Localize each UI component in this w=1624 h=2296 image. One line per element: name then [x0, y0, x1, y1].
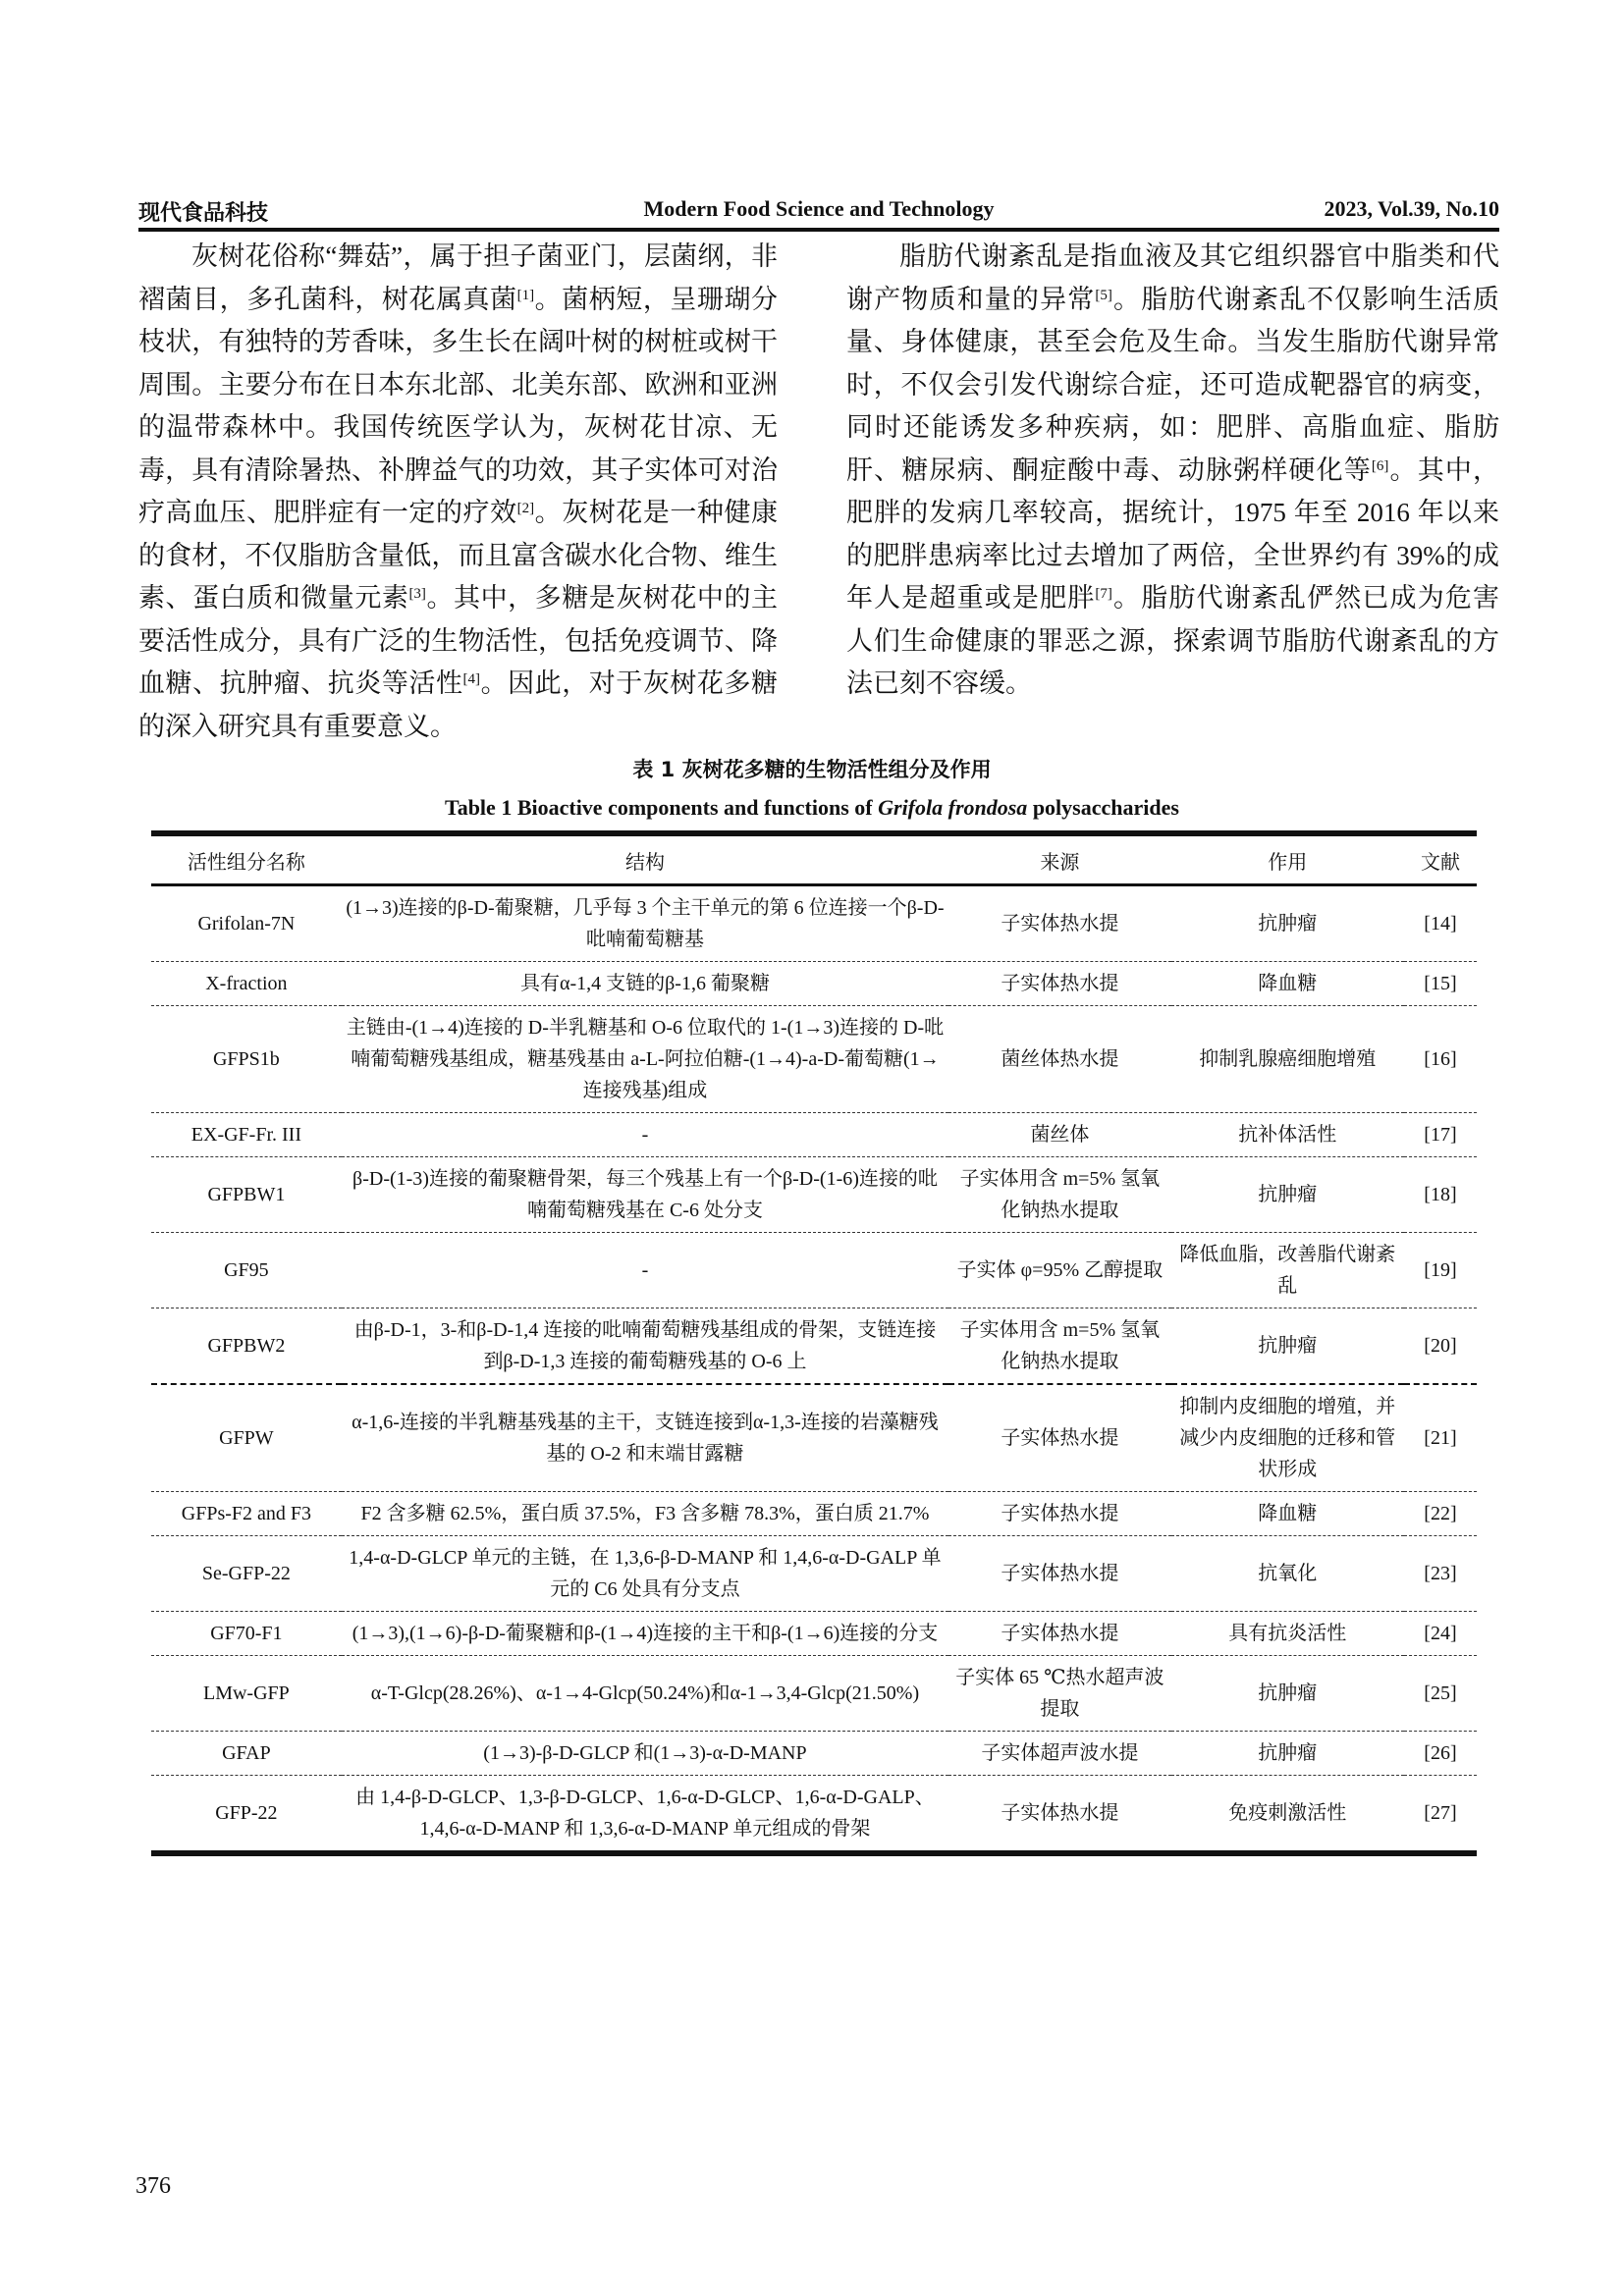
caption-en-text: Table 1 Bioactive components and functions of: [445, 795, 879, 820]
cell-reference: [21]: [1404, 1384, 1477, 1492]
citation-ref[interactable]: [4]: [462, 671, 481, 687]
cell-function: 具有抗炎活性: [1171, 1612, 1404, 1656]
lipid-paragraph: [846, 236, 1499, 706]
cell-structure: -: [342, 1113, 948, 1157]
table-row: [151, 962, 1477, 1006]
cell-function: 免疫刺激活性: [1171, 1776, 1404, 1854]
cell-source: 子实体热水提: [948, 1492, 1170, 1536]
table-row: [151, 1536, 1477, 1612]
cell-function: 降低血脂，改善脂代谢紊乱: [1171, 1233, 1404, 1308]
cell-structure: 主链由-(1→4)连接的 D-半乳糖基和 O-6 位取代的 1-(1→3)连接的 D-吡喃葡萄糖残基组成，糖基残基由 a-L-阿拉伯糖-(1→4)-a-D-葡萄糖(1→连接残基)组成: [342, 1006, 948, 1113]
right-column: [846, 236, 1499, 706]
cell-name: Grifolan-7N: [151, 885, 342, 962]
citation-ref[interactable]: [7]: [1095, 586, 1112, 602]
cell-name: GFPs-F2 and F3: [151, 1492, 342, 1536]
cell-source: 子实体 φ=95% 乙醇提取: [948, 1233, 1170, 1308]
caption-en-species: Grifola frondosa: [878, 795, 1028, 820]
journal-name-en: Modern Food Science and Technology: [643, 196, 995, 221]
header-structure: 结构: [342, 833, 948, 885]
cell-source: 子实体用含 m=5% 氢氧化钠热水提取: [948, 1308, 1170, 1385]
header-source: 来源: [948, 833, 1170, 885]
cell-structure: (1→3)连接的β-D-葡聚糖，几乎每 3 个主干单元的第 6 位连接一个β-D-吡喃葡萄糖基: [342, 885, 948, 962]
cell-function: 抗肿瘤: [1171, 1732, 1404, 1776]
cell-source: 菌丝体: [948, 1113, 1170, 1157]
cell-function: 抗氧化: [1171, 1536, 1404, 1612]
citation-ref[interactable]: [1]: [516, 287, 535, 303]
cell-source: 子实体热水提: [948, 885, 1170, 962]
table-row: [151, 885, 1477, 962]
cell-reference: [23]: [1404, 1536, 1477, 1612]
cell-structure: 由β-D-1，3-和β-D-1,4 连接的吡喃葡萄糖残基组成的骨架，支链连接到β-D-1,3 连接的葡萄糖残基的 O-6 上: [342, 1308, 948, 1385]
paragraph-text: 。因此，对于灰树花多糖的深入研究具有重要意义。: [138, 668, 779, 741]
caption-en-text-end: polysaccharides: [1027, 795, 1179, 820]
issue-info: 2023, Vol.39, No.10: [1324, 196, 1499, 221]
header-reference: 文献: [1404, 833, 1477, 885]
citation-ref[interactable]: [5]: [1095, 287, 1112, 303]
cell-name: EX-GF-Fr. III: [151, 1113, 342, 1157]
cell-function: 抗肿瘤: [1171, 1308, 1404, 1385]
cell-source: 子实体热水提: [948, 1612, 1170, 1656]
header-name: 活性组分名称: [151, 833, 342, 885]
cell-reference: [18]: [1404, 1157, 1477, 1233]
paragraph-text: 。菌柄短，呈珊瑚分枝状，有独特的芳香味，多生长在阔叶树的树桩或树干周围。主要分布在日本东北部、北美东部、欧洲和亚洲的温带森林中。我国传统医学认为，灰树花甘凉、无毒，具有清除暑热、补脾益气的功效，其子实体可对治疗高血压、肥胖症有一定的疗效: [138, 284, 779, 527]
cell-name: Se-GFP-22: [151, 1536, 342, 1612]
cell-structure: -: [342, 1233, 948, 1308]
citation-ref[interactable]: [3]: [408, 586, 426, 602]
bioactive-components-table: [151, 830, 1477, 1856]
table-row: [151, 1656, 1477, 1732]
cell-reference: [27]: [1404, 1776, 1477, 1854]
cell-function: 抗肿瘤: [1171, 885, 1404, 962]
cell-name: GF70-F1: [151, 1612, 342, 1656]
cell-structure: 具有α-1,4 支链的β-1,6 葡聚糖: [342, 962, 948, 1006]
journal-name-cn: 现代食品科技: [138, 200, 269, 225]
cell-source: 子实体超声波水提: [948, 1732, 1170, 1776]
intro-paragraph: [138, 236, 778, 748]
header-function: 作用: [1171, 833, 1404, 885]
paragraph-text: 。其中，多糖是灰树花中的主要活性成分，具有广泛的生物活性，包括免疫调节、降血糖、抗肿瘤、抗炎等活性: [138, 583, 779, 698]
paragraph-text: 。灰树花是一种健康的食材，不仅脂肪含量低，而且富含碳水化合物、维生素、蛋白质和微量元素: [138, 498, 779, 613]
cell-source: 子实体热水提: [948, 962, 1170, 1006]
cell-structure: 1,4-α-D-GLCP 单元的主链，在 1,3,6-β-D-MANP 和 1,4,6-α-D-GALP 单元的 C6 处具有分支点: [342, 1536, 948, 1612]
cell-name: GF95: [151, 1233, 342, 1308]
cell-reference: [15]: [1404, 962, 1477, 1006]
cell-name: GFP-22: [151, 1776, 342, 1854]
table-caption-cn: 表 1 灰树花多糖的生物活性组分及作用: [632, 758, 992, 781]
cell-function: 抗补体活性: [1171, 1113, 1404, 1157]
cell-reference: [25]: [1404, 1656, 1477, 1732]
table-caption-en: [0, 795, 1624, 821]
cell-reference: [22]: [1404, 1492, 1477, 1536]
table-row: [151, 1006, 1477, 1113]
cell-source: 子实体用含 m=5% 氢氧化钠热水提取: [948, 1157, 1170, 1233]
cell-reference: [19]: [1404, 1233, 1477, 1308]
table-row: [151, 1384, 1477, 1492]
table-row: [151, 1776, 1477, 1854]
cell-structure: 由 1,4-β-D-GLCP、1,3-β-D-GLCP、1,6-α-D-GLCP、1,6-α-D-GALP、1,4,6-α-D-MANP 和 1,3,6-α-D-MANP 单元组成的骨架: [342, 1776, 948, 1854]
cell-name: GFPW: [151, 1384, 342, 1492]
table-row: [151, 1233, 1477, 1308]
cell-source: 子实体 65 ℃热水超声波提取: [948, 1656, 1170, 1732]
cell-structure: α-1,6-连接的半乳糖基残基的主干，支链连接到α-1,3-连接的岩藻糖残基的 O-2 和末端甘露糖: [342, 1384, 948, 1492]
cell-name: GFPBW2: [151, 1308, 342, 1385]
cell-name: GFAP: [151, 1732, 342, 1776]
paragraph-text: 。脂肪代谢紊乱俨然已成为危害人们生命健康的罪恶之源，探索调节脂肪代谢紊乱的方法已刻不容缓。: [846, 583, 1500, 698]
cell-name: GFPS1b: [151, 1006, 342, 1113]
cell-function: 抗肿瘤: [1171, 1656, 1404, 1732]
paragraph-text: 。其中，肥胖的发病几率较高，据统计，1975 年至 2016 年以来的肥胖患病率比过去增加了两倍，全世界约有 39%的成年人是超重或是肥胖: [846, 454, 1499, 613]
cell-function: 降血糖: [1171, 962, 1404, 1006]
citation-ref[interactable]: [2]: [516, 501, 535, 516]
cell-source: 菌丝体热水提: [948, 1006, 1170, 1113]
table-row: [151, 1492, 1477, 1536]
cell-source: 子实体热水提: [948, 1384, 1170, 1492]
table-header-row: [151, 833, 1477, 885]
cell-function: 降血糖: [1171, 1492, 1404, 1536]
table-row: [151, 1308, 1477, 1385]
cell-name: X-fraction: [151, 962, 342, 1006]
cell-reference: [14]: [1404, 885, 1477, 962]
cell-structure: F2 含多糖 62.5%，蛋白质 37.5%，F3 含多糖 78.3%，蛋白质 21.7%: [342, 1492, 948, 1536]
paragraph-text: 。脂肪代谢紊乱不仅影响生活质量、身体健康，甚至会危及生命。当发生脂肪代谢异常时，不仅会引发代谢综合症，还可造成靶器官的病变，同时还能诱发多种疾病，如：肥胖、高脂血症、脂肪肝、糖尿病、酮症酸中毒、动脉粥样硬化等: [846, 284, 1500, 485]
cell-function: 抑制内皮细胞的增殖，并减少内皮细胞的迁移和管状形成: [1171, 1384, 1404, 1492]
cell-structure: (1→3),(1→6)-β-D-葡聚糖和β-(1→4)连接的主干和β-(1→6)连接的分支: [342, 1612, 948, 1656]
cell-function: 抗肿瘤: [1171, 1157, 1404, 1233]
table-row: [151, 1732, 1477, 1776]
cell-name: GFPBW1: [151, 1157, 342, 1233]
cell-reference: [20]: [1404, 1308, 1477, 1385]
cell-structure: α-T-Glcp(28.26%)、α-1→4-Glcp(50.24%)和α-1→3,4-Glcp(21.50%): [342, 1656, 948, 1732]
paragraph-text: 灰树花俗称“舞菇”，属于担子菌亚门，层菌纲，非褶菌目，多孔菌科，树花属真菌: [138, 241, 778, 314]
cell-function: 抑制乳腺癌细胞增殖: [1171, 1006, 1404, 1113]
cell-reference: [26]: [1404, 1732, 1477, 1776]
table-row: [151, 1113, 1477, 1157]
cell-name: LMw-GFP: [151, 1656, 342, 1732]
cell-structure: β-D-(1-3)连接的葡聚糖骨架，每三个残基上有一个β-D-(1-6)连接的吡喃葡萄糖残基在 C-6 处分支: [342, 1157, 948, 1233]
citation-ref[interactable]: [6]: [1371, 457, 1389, 474]
left-column: [138, 236, 778, 748]
table-row: [151, 1157, 1477, 1233]
paragraph-text: 脂肪代谢紊乱是指血液及其它组织器官中脂类和代谢产物质和量的异常: [846, 241, 1499, 314]
table-row: [151, 1612, 1477, 1656]
cell-structure: (1→3)-β-D-GLCP 和(1→3)-α-D-MANP: [342, 1732, 948, 1776]
page-number: 376: [135, 2173, 171, 2199]
running-header: [138, 194, 1499, 232]
cell-reference: [17]: [1404, 1113, 1477, 1157]
cell-source: 子实体热水提: [948, 1776, 1170, 1854]
cell-reference: [24]: [1404, 1612, 1477, 1656]
cell-reference: [16]: [1404, 1006, 1477, 1113]
cell-source: 子实体热水提: [948, 1536, 1170, 1612]
